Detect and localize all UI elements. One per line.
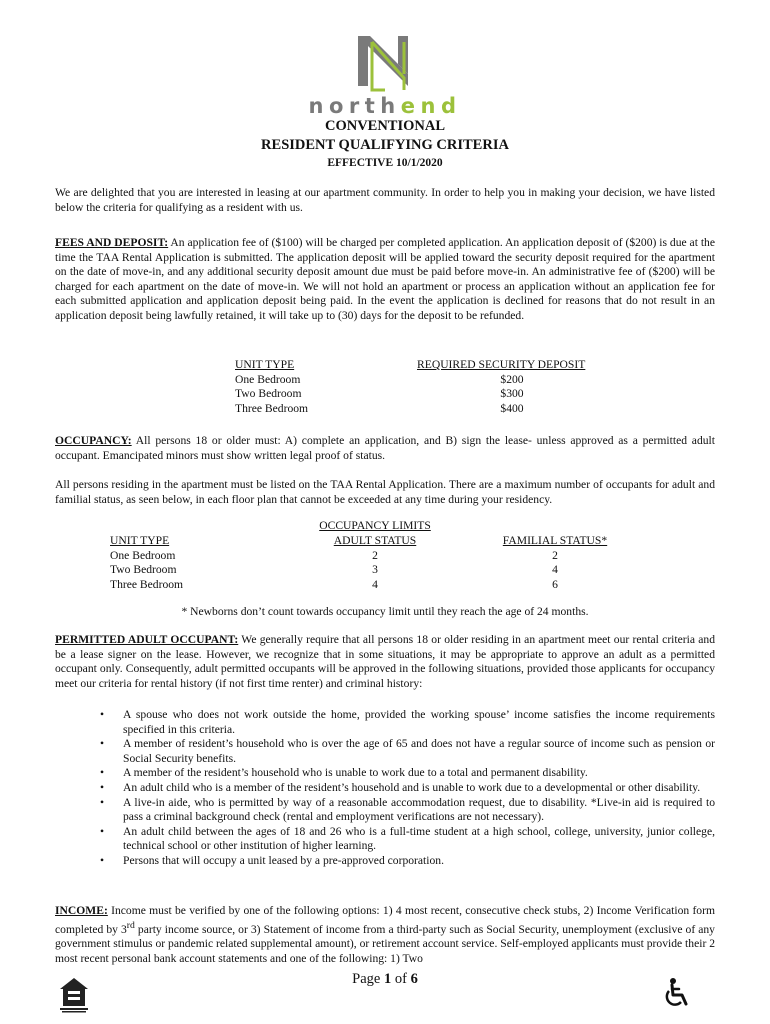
bullet-icon: • bbox=[100, 795, 105, 809]
fees-text: An application fee of ($100) will be charged per completed application. An application deposit of ($200) is due at the time the TAA Rental Application is submitted. The application deposit will be applied toward the security deposit required for the apartment on the date of move-in, and any additional security deposit amount due must be paid before move-in. An administrative fee of ($200) will be charged for each apartment on the date of move-in. We will not hold an apartment or process an application without an application fee for each submitted application and application deposit being paid. In the event the application is declined for reasons that do not result in an application deposit being lawfully retained, it will take up to (30) days for the deposit to be refunded. bbox=[55, 236, 715, 322]
deposit-unit-cell: Three Bedroom bbox=[235, 401, 309, 415]
doc-title-line1: CONVENTIONAL bbox=[324, 118, 446, 134]
occupancy-adult-column bbox=[300, 534, 450, 592]
page-footer bbox=[0, 971, 770, 988]
income-heading: INCOME: bbox=[55, 904, 108, 917]
occupancy-limits-title: OCCUPANCY LIMITS bbox=[319, 519, 431, 532]
permitted-occupant-text: We generally require that all persons 18 or older residing in an apartment meet our rental criteria and be a lease signer on the lease. However, we recognize that in some situations, it may be appropriate to approve an adult as a permitted occupant only. Consequently, adult permitted occupants will be approved in the following situations, provided those applicants for occupancy meet our criteria for rental history (if not first time renter) and criminal history: bbox=[55, 633, 715, 690]
occupancy-familial-header: FAMILIAL STATUS* bbox=[502, 534, 608, 547]
doc-title-line2: RESIDENT QUALIFYING CRITERIA bbox=[261, 137, 509, 153]
deposit-amount-header: REQUIRED SECURITY DEPOSIT bbox=[417, 358, 586, 371]
logo-word-end: end bbox=[400, 94, 462, 118]
list-item bbox=[100, 766, 715, 781]
deposit-amount-column bbox=[417, 358, 607, 416]
deposit-unit-column bbox=[235, 358, 385, 416]
list-item bbox=[100, 781, 715, 796]
occupancy-unit-header: UNIT TYPE bbox=[110, 534, 170, 547]
list-item-text: Persons that will occupy a unit leased by a pre-approved corporation. bbox=[123, 853, 444, 867]
occupancy-familial-cell: 4 bbox=[552, 563, 558, 577]
occupancy-familial-cell: 2 bbox=[552, 548, 558, 562]
occupancy-adult-header: ADULT STATUS bbox=[333, 534, 417, 547]
income-superscript: rd bbox=[126, 919, 135, 931]
list-item bbox=[100, 854, 715, 869]
logo-wordmark bbox=[290, 94, 480, 118]
newborn-footnote: * Newborns don’t count towards occupancy limit until they reach the age of 24 months. bbox=[181, 605, 589, 618]
list-item-text: An adult child between the ages of 18 and 26 who is a full-time student at a high school, college, university, junior college, technical school or other institution of higher learning. bbox=[123, 824, 715, 853]
list-item bbox=[100, 737, 715, 766]
current-page-number: 1 bbox=[383, 971, 392, 987]
deposit-unit-cell: One Bedroom bbox=[235, 372, 301, 386]
list-item-text: A live-in aide, who is permitted by way of a reasonable accommodation request, due to disability. *Live-in aid is required to pass a criminal background check (rental and employment verifications are not necessary). bbox=[123, 795, 715, 824]
logo-word-north: north bbox=[308, 94, 401, 118]
list-item bbox=[100, 708, 715, 737]
permitted-occupant-list bbox=[100, 708, 715, 869]
income-paragraph bbox=[55, 904, 715, 966]
permitted-occupant-heading: PERMITTED ADULT OCCUPANT: bbox=[55, 633, 239, 646]
occupancy-unit-cell: Three Bedroom bbox=[110, 577, 184, 591]
occupancy-unit-column bbox=[110, 534, 260, 592]
fees-paragraph bbox=[55, 236, 715, 324]
occupancy-unit-cell: One Bedroom bbox=[110, 548, 176, 562]
bullet-icon: • bbox=[100, 708, 105, 721]
bullet-icon: • bbox=[100, 853, 105, 867]
occupancy-familial-cell: 6 bbox=[552, 577, 558, 591]
deposit-unit-header: UNIT TYPE bbox=[235, 358, 295, 371]
occupancy-paragraph bbox=[55, 434, 715, 463]
occupancy-adult-cell: 3 bbox=[372, 563, 378, 577]
income-text-b: party income source, or 3) Statement of income from a third-party such as Social Security, unemployment (exclusive of any government stimulus or pandemic related supplemental amount), or retirement account service. Self-employed applicants must provide their 2 most recent personal bank account statements and one of the following: 1) Two bbox=[55, 922, 716, 965]
permitted-occupant-paragraph bbox=[55, 633, 715, 691]
occupancy-unit-cell: Two Bedroom bbox=[110, 563, 177, 577]
northend-logo bbox=[290, 34, 480, 116]
occupancy-text: All persons 18 or older must: A) complete an application, and B) sign the lease- unless approved as a permitted adult occupant. Emancipated minors must show written legal proof of status. bbox=[55, 434, 715, 462]
total-page-count: 6 bbox=[410, 971, 418, 987]
footer-page-word: Page bbox=[352, 971, 381, 987]
list-item-text: A member of the resident’s household who is unable to work due to a total and permanent disability. bbox=[123, 766, 588, 780]
bullet-icon: • bbox=[100, 824, 105, 838]
logo-n-mark-icon bbox=[290, 34, 480, 96]
income-text-a: Income must be verified by one of the following options: 1) 4 most recent, consecutive check stubs, 2) Income Verification form completed by 3 bbox=[55, 904, 715, 936]
occupancy-familial-column bbox=[480, 534, 630, 592]
deposit-amount-cell: $200 bbox=[500, 372, 524, 386]
footer-of-word: of bbox=[394, 971, 407, 987]
bullet-icon: • bbox=[100, 766, 105, 780]
fees-heading: FEES AND DEPOSIT: bbox=[55, 236, 169, 249]
occupancy-adult-cell: 2 bbox=[372, 548, 378, 562]
deposit-amount-cell: $400 bbox=[500, 401, 524, 415]
intro-paragraph: We are delighted that you are interested in leasing at our apartment community. In order to help you in making your decision, we have listed below the criteria for qualifying as a resident with us. bbox=[55, 186, 715, 214]
list-item bbox=[100, 796, 715, 825]
bullet-icon: • bbox=[100, 780, 105, 794]
deposit-amount-cell: $300 bbox=[500, 387, 524, 401]
list-item-text: A member of resident’s household who is over the age of 65 and does not have a regular source of income such as pension or Social Security benefits. bbox=[123, 737, 715, 765]
list-item-text: An adult child who is a member of the resident’s household and is unable to work due to a developmental or other disability. bbox=[123, 780, 701, 794]
occupancy-heading: OCCUPANCY: bbox=[55, 434, 132, 447]
occupancy-paragraph-2: All persons residing in the apartment must be listed on the TAA Rental Application. There are a maximum number of occupants for adult and familial status, as seen below, in each floor plan that cannot be exceeded at any time during your residency. bbox=[55, 478, 715, 506]
bullet-icon: • bbox=[100, 737, 105, 751]
effective-date: EFFECTIVE 10/1/2020 bbox=[327, 157, 443, 169]
deposit-unit-cell: Two Bedroom bbox=[235, 387, 302, 401]
occupancy-adult-cell: 4 bbox=[372, 577, 378, 591]
list-item-text: A spouse who does not work outside the home, provided the working spouse’ income satisfies the income requirements specified in this criteria. bbox=[123, 708, 715, 736]
list-item bbox=[100, 825, 715, 854]
wheelchair-accessibility-icon bbox=[661, 977, 691, 1009]
